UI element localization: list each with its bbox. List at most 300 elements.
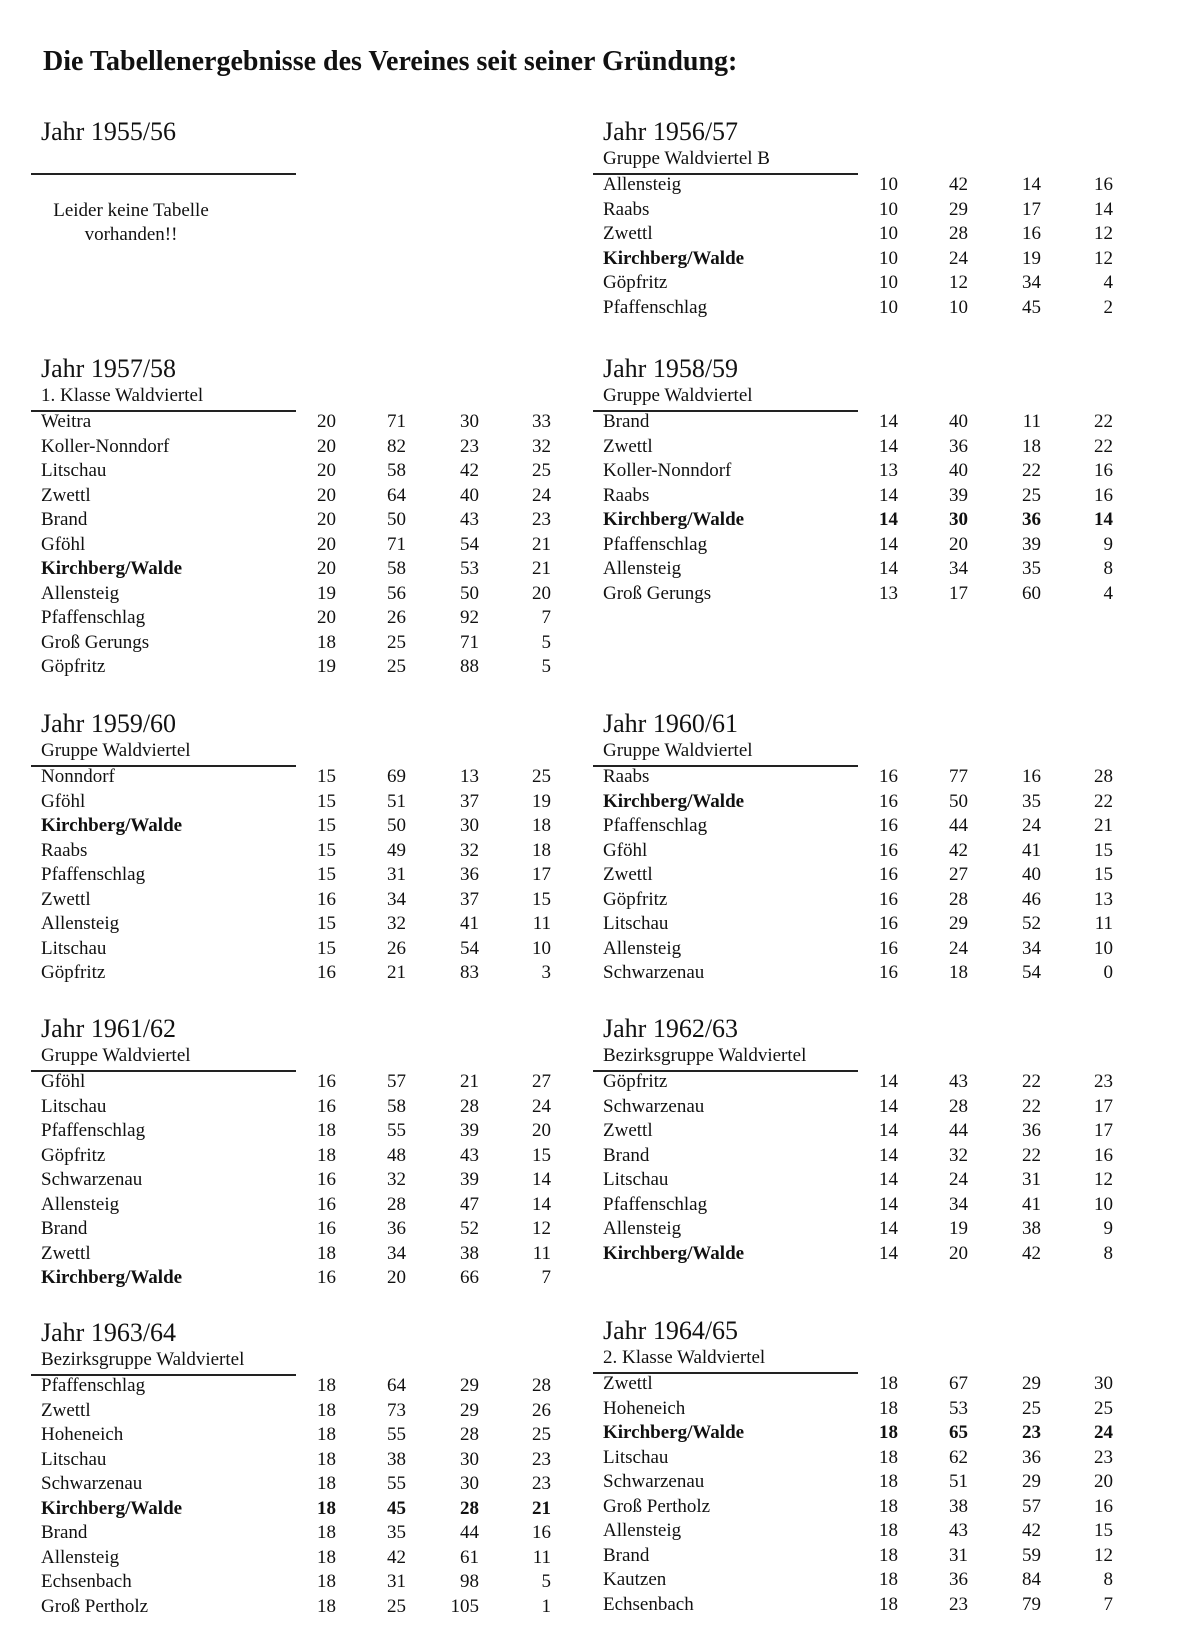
season-block: [41, 1014, 601, 1288]
team-name: Kirchberg/Walde: [41, 1497, 183, 1519]
goals-for-cell: 26: [387, 607, 406, 628]
points-cell: 20: [1094, 1471, 1113, 1492]
season-year: Jahr 1957/58: [41, 354, 177, 383]
team-name: Schwarzenau: [603, 962, 705, 983]
points-cell: 30: [1094, 1373, 1113, 1394]
points-cell: 10: [1094, 1193, 1113, 1215]
games-cell: 14: [879, 1095, 898, 1117]
goals-for-cell: 24: [949, 1169, 968, 1190]
team-name: Raabs: [603, 484, 650, 506]
team-name: Kirchberg/Walde: [603, 247, 745, 269]
points-cell: 16: [1094, 484, 1113, 506]
table-row: [603, 582, 1163, 607]
goals-against-cell: 41: [460, 913, 479, 934]
team-name: Kirchberg/Walde: [603, 509, 745, 530]
points-cell: 22: [1094, 790, 1113, 812]
goals-against-cell: 29: [460, 1375, 479, 1396]
table-row: [603, 1193, 1163, 1218]
table-row: [41, 912, 601, 937]
points-cell: 7: [1103, 1593, 1113, 1615]
season-block: [41, 354, 601, 677]
team-name: Zwettl: [41, 1242, 91, 1264]
points-cell: 10: [532, 937, 551, 959]
games-cell: 15: [317, 815, 336, 836]
goals-against-cell: 37: [460, 888, 479, 910]
team-name: Göpfritz: [41, 1144, 106, 1166]
table-row: [41, 1242, 601, 1267]
team-name: Pfaffenschlag: [41, 1120, 146, 1141]
games-cell: 14: [879, 533, 898, 555]
goals-against-cell: 31: [1022, 1169, 1041, 1190]
table-row: [41, 937, 601, 962]
team-name: Raabs: [603, 766, 650, 787]
season-block: [603, 354, 1163, 604]
team-name: Pfaffenschlag: [603, 533, 708, 555]
table-row: [41, 1193, 601, 1218]
games-cell: 18: [879, 1520, 898, 1541]
points-cell: 3: [541, 962, 551, 983]
games-cell: 16: [879, 888, 898, 910]
team-name: Zwettl: [603, 864, 653, 885]
team-name: Zwettl: [41, 1399, 91, 1421]
goals-against-cell: 25: [1022, 1397, 1041, 1419]
goals-against-cell: 16: [1022, 766, 1041, 787]
goals-for-cell: 29: [949, 913, 968, 934]
points-cell: 8: [1103, 1569, 1113, 1590]
games-cell: 16: [317, 1095, 336, 1117]
goals-against-cell: 23: [460, 435, 479, 457]
team-name: Kirchberg/Walde: [41, 815, 183, 836]
table-row: [603, 198, 1163, 223]
goals-for-cell: 57: [387, 1071, 406, 1092]
note-line: Leider keine Tabelle: [53, 200, 209, 221]
goals-against-cell: 41: [1022, 839, 1041, 861]
table-row: [603, 533, 1163, 558]
note-line: vorhanden!!: [84, 224, 178, 245]
goals-for-cell: 65: [949, 1422, 968, 1443]
goals-against-cell: 16: [1022, 223, 1041, 244]
table-row: [41, 814, 601, 839]
games-cell: 18: [317, 1571, 336, 1592]
goals-for-cell: 39: [949, 484, 968, 506]
team-name: Zwettl: [603, 223, 653, 244]
team-name: Gföhl: [603, 839, 648, 861]
table-row: [41, 631, 601, 656]
team-name: Göpfritz: [603, 1071, 668, 1092]
points-cell: 13: [1094, 888, 1113, 910]
games-cell: 14: [879, 1120, 898, 1141]
goals-against-cell: 30: [460, 1448, 479, 1470]
team-name: Kirchberg/Walde: [603, 790, 745, 812]
table-row: [603, 1593, 1163, 1618]
games-cell: 14: [879, 1071, 898, 1092]
games-cell: 20: [317, 460, 336, 481]
team-name: Echsenbach: [41, 1571, 132, 1592]
goals-for-cell: 30: [949, 509, 968, 530]
table-row: [41, 655, 601, 680]
team-name: Schwarzenau: [41, 1169, 143, 1190]
games-cell: 20: [317, 411, 336, 432]
goals-against-cell: 36: [460, 864, 479, 885]
goals-against-cell: 52: [460, 1218, 479, 1239]
games-cell: 16: [317, 1267, 336, 1288]
table-row: [603, 410, 1163, 435]
league-name: Gruppe Waldviertel: [603, 740, 753, 761]
team-name: Koller-Nonndorf: [603, 460, 732, 481]
table-row: [41, 1423, 601, 1448]
goals-against-cell: 17: [1022, 198, 1041, 220]
standings-table: [603, 1070, 1163, 1266]
team-name: Groß Pertholz: [41, 1595, 149, 1617]
table-row: [603, 1242, 1163, 1267]
table-row: [603, 765, 1163, 790]
points-cell: 27: [532, 1071, 551, 1092]
goals-for-cell: 67: [949, 1373, 968, 1394]
goals-against-cell: 28: [460, 1424, 479, 1445]
games-cell: 18: [317, 1522, 336, 1543]
team-name: Groß Gerungs: [41, 631, 150, 653]
games-cell: 18: [317, 1473, 336, 1494]
goals-for-cell: 29: [949, 198, 968, 220]
goals-against-cell: 84: [1022, 1569, 1041, 1590]
table-row: [41, 1266, 601, 1291]
goals-against-cell: 25: [1022, 484, 1041, 506]
points-cell: 12: [532, 1218, 551, 1239]
table-row: [603, 1144, 1163, 1169]
goals-for-cell: 38: [949, 1495, 968, 1517]
goals-against-cell: 40: [1022, 864, 1041, 885]
points-cell: 21: [1094, 815, 1113, 836]
goals-against-cell: 54: [460, 533, 479, 555]
games-cell: 18: [879, 1397, 898, 1419]
games-cell: 16: [879, 839, 898, 861]
league-name: 1. Klasse Waldviertel: [41, 385, 204, 406]
team-name: Hoheneich: [41, 1424, 124, 1445]
table-row: [41, 839, 601, 864]
points-cell: 14: [1094, 509, 1113, 530]
points-cell: 16: [1094, 1144, 1113, 1166]
table-row: [603, 1519, 1163, 1544]
points-cell: 4: [1103, 272, 1113, 293]
goals-against-cell: 14: [1022, 174, 1041, 195]
league-name: Gruppe Waldviertel B: [603, 148, 770, 169]
games-cell: 20: [317, 533, 336, 555]
team-name: Pfaffenschlag: [41, 864, 146, 885]
team-name: Schwarzenau: [41, 1473, 143, 1494]
table-row: [41, 582, 601, 607]
goals-for-cell: 73: [387, 1399, 406, 1421]
team-name: Pfaffenschlag: [603, 815, 708, 836]
games-cell: 18: [879, 1544, 898, 1566]
goals-against-cell: 18: [1022, 435, 1041, 457]
table-row: [41, 533, 601, 558]
table-row: [41, 1472, 601, 1497]
table-row: [603, 790, 1163, 815]
goals-against-cell: 83: [460, 962, 479, 983]
team-name: Groß Pertholz: [603, 1495, 711, 1517]
table-row: [603, 435, 1163, 460]
team-name: Groß Gerungs: [603, 582, 712, 604]
goals-against-cell: 22: [1022, 1095, 1041, 1117]
goals-for-cell: 12: [949, 272, 968, 293]
goals-against-cell: 92: [460, 607, 479, 628]
games-cell: 20: [317, 607, 336, 628]
goals-against-cell: 19: [1022, 247, 1041, 269]
team-name: Brand: [41, 1522, 88, 1543]
goals-for-cell: 34: [949, 1193, 968, 1215]
points-cell: 11: [532, 913, 551, 934]
league-name: [41, 148, 601, 170]
table-row: [603, 839, 1163, 864]
season-year: Jahr 1964/65: [603, 1316, 739, 1345]
games-cell: 13: [879, 582, 898, 604]
team-name: Pfaffenschlag: [41, 1375, 146, 1396]
goals-for-cell: 20: [387, 1267, 406, 1288]
table-row: [41, 1399, 601, 1424]
table-row: [603, 814, 1163, 839]
table-row: [41, 961, 601, 986]
team-name: Kirchberg/Walde: [603, 1422, 745, 1443]
goals-for-cell: 31: [387, 864, 406, 885]
points-cell: 14: [1094, 198, 1113, 220]
goals-for-cell: 20: [949, 1242, 968, 1264]
points-cell: 15: [1094, 864, 1113, 885]
table-row: [41, 888, 601, 913]
goals-against-cell: 54: [1022, 962, 1041, 983]
points-cell: 33: [532, 411, 551, 432]
goals-for-cell: 34: [387, 888, 406, 910]
games-cell: 15: [317, 790, 336, 812]
standings-table: [41, 765, 601, 986]
goals-for-cell: 42: [387, 1546, 406, 1568]
goals-against-cell: 57: [1022, 1495, 1041, 1517]
goals-for-cell: 56: [387, 582, 406, 604]
goals-against-cell: 50: [460, 582, 479, 604]
games-cell: 16: [879, 790, 898, 812]
goals-against-cell: 52: [1022, 913, 1041, 934]
goals-for-cell: 48: [387, 1144, 406, 1166]
season-year: Jahr 1955/56: [41, 117, 177, 146]
league-name: Bezirksgruppe Waldviertel: [41, 1349, 245, 1370]
goals-against-cell: 43: [460, 509, 479, 530]
team-name: Echsenbach: [603, 1593, 694, 1615]
goals-against-cell: 36: [1022, 509, 1041, 530]
team-name: Brand: [603, 1144, 650, 1166]
points-cell: 19: [532, 790, 551, 812]
points-cell: 23: [1094, 1446, 1113, 1468]
points-cell: 16: [1094, 1495, 1113, 1517]
season-year: Jahr 1962/63: [603, 1014, 739, 1043]
team-name: Litschau: [41, 1095, 107, 1117]
goals-against-cell: 54: [460, 937, 479, 959]
goals-against-cell: 40: [460, 484, 479, 506]
team-name: Schwarzenau: [603, 1471, 705, 1492]
games-cell: 15: [317, 864, 336, 885]
points-cell: 16: [1094, 460, 1113, 481]
goals-for-cell: 77: [949, 766, 968, 787]
points-cell: 21: [532, 1497, 551, 1519]
points-cell: 1: [541, 1595, 551, 1617]
points-cell: 14: [532, 1169, 551, 1190]
games-cell: 18: [317, 1497, 336, 1519]
season-block: [603, 117, 1163, 318]
points-cell: 16: [532, 1522, 551, 1543]
goals-for-cell: 21: [387, 962, 406, 983]
goals-against-cell: 35: [1022, 790, 1041, 812]
team-name: Schwarzenau: [603, 1095, 705, 1117]
goals-for-cell: 82: [387, 435, 406, 457]
games-cell: 18: [317, 1546, 336, 1568]
points-cell: 23: [532, 509, 551, 530]
table-row: [603, 557, 1163, 582]
goals-for-cell: 25: [387, 656, 406, 677]
goals-for-cell: 31: [949, 1544, 968, 1566]
table-row: [41, 1448, 601, 1473]
points-cell: 11: [532, 1546, 551, 1568]
points-cell: 12: [1094, 1169, 1113, 1190]
goals-against-cell: 29: [1022, 1373, 1041, 1394]
standings-table: [41, 1070, 601, 1291]
goals-against-cell: 71: [460, 631, 479, 653]
standings-table: [603, 410, 1163, 606]
games-cell: 18: [879, 1569, 898, 1590]
points-cell: 8: [1103, 1242, 1113, 1264]
games-cell: 15: [317, 937, 336, 959]
goals-against-cell: 66: [460, 1267, 479, 1288]
games-cell: 18: [317, 1595, 336, 1617]
games-cell: 14: [879, 1169, 898, 1190]
table-row: [41, 410, 601, 435]
points-cell: 15: [1094, 839, 1113, 861]
points-cell: 11: [1094, 913, 1113, 934]
season-block: [603, 1316, 1163, 1615]
points-cell: 15: [532, 888, 551, 910]
goals-against-cell: 45: [1022, 296, 1041, 318]
team-name: Pfaffenschlag: [603, 296, 708, 318]
goals-for-cell: 31: [387, 1571, 406, 1592]
games-cell: 14: [879, 1218, 898, 1239]
goals-against-cell: 42: [1022, 1520, 1041, 1541]
goals-for-cell: 36: [387, 1218, 406, 1239]
goals-for-cell: 18: [949, 962, 968, 983]
table-row: [41, 1521, 601, 1546]
table-row: [603, 961, 1163, 986]
points-cell: 25: [1094, 1397, 1113, 1419]
no-table-note: [41, 199, 221, 247]
goals-against-cell: 34: [1022, 272, 1041, 293]
season-year: Jahr 1956/57: [603, 117, 739, 146]
points-cell: 17: [532, 864, 551, 885]
league-name: Gruppe Waldviertel: [41, 740, 191, 761]
games-cell: 16: [879, 937, 898, 959]
goals-against-cell: 23: [1022, 1422, 1041, 1443]
season-block: [41, 709, 601, 983]
points-cell: 20: [532, 1120, 551, 1141]
points-cell: 20: [532, 582, 551, 604]
goals-for-cell: 25: [387, 631, 406, 653]
table-row: [603, 1421, 1163, 1446]
team-name: Gföhl: [41, 1071, 86, 1092]
team-name: Hoheneich: [603, 1397, 686, 1419]
team-name: Litschau: [603, 913, 669, 934]
goals-for-cell: 55: [387, 1473, 406, 1494]
team-name: Zwettl: [41, 888, 91, 910]
goals-against-cell: 38: [1022, 1218, 1041, 1239]
team-name: Pfaffenschlag: [603, 1193, 708, 1215]
goals-against-cell: 36: [1022, 1446, 1041, 1468]
goals-for-cell: 25: [387, 1595, 406, 1617]
points-cell: 23: [532, 1448, 551, 1470]
games-cell: 16: [879, 815, 898, 836]
table-row: [603, 1095, 1163, 1120]
table-row: [41, 435, 601, 460]
table-row: [41, 790, 601, 815]
goals-for-cell: 34: [949, 558, 968, 579]
points-cell: 17: [1094, 1095, 1113, 1117]
goals-for-cell: 55: [387, 1424, 406, 1445]
goals-against-cell: 39: [460, 1169, 479, 1190]
points-cell: 25: [532, 460, 551, 481]
games-cell: 19: [317, 582, 336, 604]
season-year: Jahr 1961/62: [41, 1014, 177, 1043]
goals-for-cell: 28: [949, 1095, 968, 1117]
goals-for-cell: 32: [387, 913, 406, 934]
goals-for-cell: 50: [387, 509, 406, 530]
table-row: [603, 222, 1163, 247]
games-cell: 10: [879, 296, 898, 318]
games-cell: 14: [879, 411, 898, 432]
games-cell: 18: [317, 1399, 336, 1421]
goals-against-cell: 11: [1022, 411, 1041, 432]
points-cell: 9: [1103, 533, 1113, 555]
points-cell: 24: [1094, 1422, 1113, 1443]
standings-table: [603, 1372, 1163, 1617]
games-cell: 16: [879, 766, 898, 787]
team-name: Kirchberg/Walde: [41, 558, 183, 579]
points-cell: 5: [541, 631, 551, 653]
table-row: [41, 1570, 601, 1595]
table-row: [603, 459, 1163, 484]
games-cell: 18: [317, 1375, 336, 1396]
goals-against-cell: 53: [460, 558, 479, 579]
points-cell: 5: [541, 1571, 551, 1592]
points-cell: 0: [1103, 962, 1113, 983]
points-cell: 12: [1094, 223, 1113, 244]
games-cell: 15: [317, 913, 336, 934]
standings-table: [603, 765, 1163, 986]
points-cell: 22: [1094, 411, 1113, 432]
team-name: Kirchberg/Walde: [41, 1267, 183, 1288]
goals-against-cell: 37: [460, 790, 479, 812]
goals-against-cell: 39: [1022, 533, 1041, 555]
points-cell: 28: [532, 1375, 551, 1396]
goals-for-cell: 28: [387, 1193, 406, 1215]
team-name: Litschau: [41, 937, 107, 959]
games-cell: 18: [317, 1242, 336, 1264]
goals-for-cell: 24: [949, 937, 968, 959]
league-name: Gruppe Waldviertel: [603, 385, 753, 406]
season-block: [603, 709, 1163, 983]
points-cell: 14: [532, 1193, 551, 1215]
table-row: [603, 1119, 1163, 1144]
goals-against-cell: 47: [460, 1193, 479, 1215]
goals-for-cell: 23: [949, 1593, 968, 1615]
table-row: [603, 1544, 1163, 1569]
standings-table: [41, 410, 601, 680]
points-cell: 24: [532, 484, 551, 506]
games-cell: 16: [879, 962, 898, 983]
goals-against-cell: 44: [460, 1522, 479, 1543]
